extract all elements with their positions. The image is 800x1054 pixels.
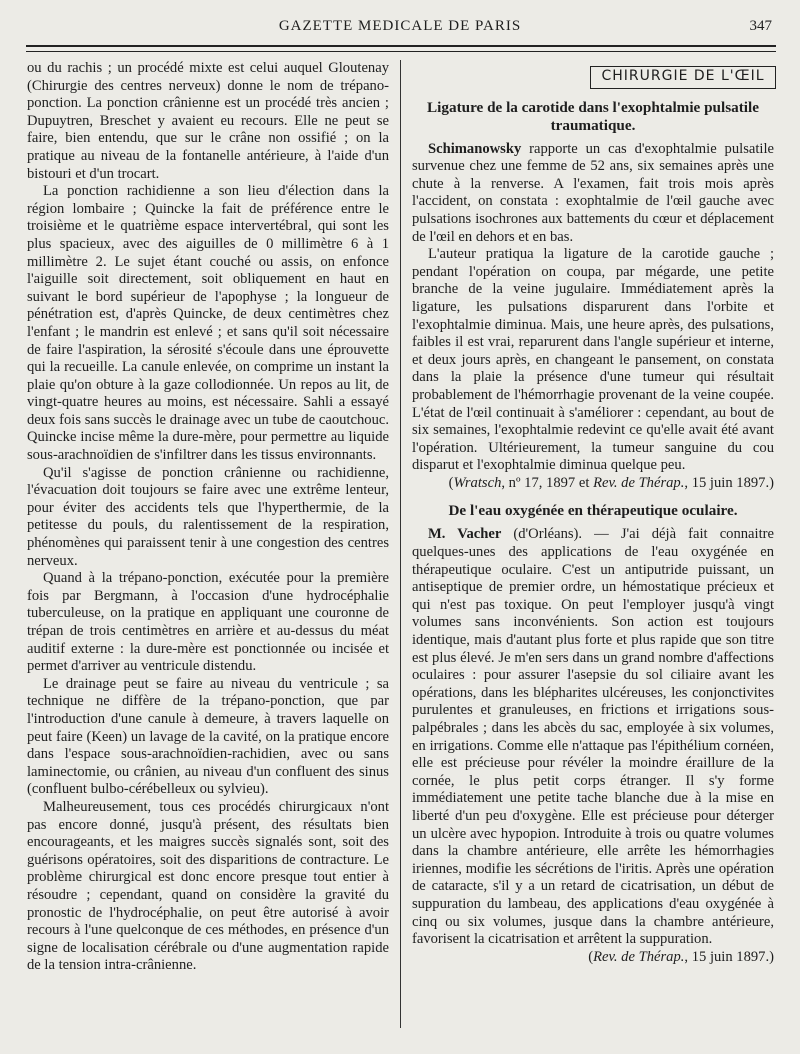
citation-date: , 15 juin 1897. [684,474,770,491]
paragraph: Malheureusement, tous ces procédés chirurgicaux n'ont pas encore donné, jusqu'à présent, des résultats bien encourageants, et les maigres succès signalés sont, soit des guérisons opératoires, soit des disparitions de contracture. Le problème chirurgical est donc encore presque tout entier à résoudre ; cependant, quand on considère la gravité du pronostic de l'hydrocéphalie, on peut être autorisé à avoir recours à l'une quelconque de ces méthodes, en présence d'un signe de localisation cérébrale ou d'une augmentation rapide de la tension intra-crânienne. [27,798,389,974]
paragraph: Qu'il s'agisse de ponction crânienne ou rachidienne, l'évacuation doit toujours se faire avec une extrême lenteur, pour éviter des accidents tels que l'hyperthermie, de la petitesse du pouls, du ralentissement de la respiration, phénomènes qui paraissent tenir à une congestion des centres nerveux. [27,464,389,569]
citation-date: , 15 juin 1897.) [684,948,774,965]
right-column [412,60,774,966]
section-heading: CHIRURGIE DE L'ŒIL [590,66,776,89]
paragraph-text: (d'Orléans). — J'ai déjà fait connaitre quelques-unes des applications de l'eau oxygénée en thérapeutique oculaire. C'est un antiputride puissant, un antiseptique de premier ordre, un hémostatique précieux et qui n'est pas toxique. On peut l'employer jusqu'à vingt volumes sans inconvénients. Son action est toujours identique, mais d'autant plus forte et plus rapide que son titre est plus élevé. Je m'en sers dans un grand nombre d'affections oculaires : pour assurer l'asepsie du sol ciliaire avant les opérations, dans les blépharites ulcéreuses, les conjonctivites purulentes et granuleuses, en frictions et irrigations sous-palpébrales ; dans les abcès du sac, employée à six volumes, en irrigations. Comme elle n'attaque pas l'épithélium cornéen, elle est précieuse pour révéler la moindre éraillure de la cornée, le plus petit corps étranger. Il s'y forme immédiatement une petite tache blanche due à la mise en liberté d'un peu d'oxygène. Elle est précieuse pour déterger un ulcère avec hypopion. Introduite à trois ou quatre volumes dans la chambre antérieure, elle arrête les hémorrhagies iriennes, modifie les sécrétions de l'iritis. Après une opération de cataracte, s'il y a un retard de cicatrisation, un début de suppuration du lambeau, des applications d'eau oxygénée à cinq ou six volumes, jusque dans la chambre antérieure, favorisent la cicatrisation et arrêtent la suppuration. [412,526,774,948]
article-author: M. Vacher [428,526,502,543]
citation-text: , nº 17, 1897 et [501,474,594,491]
paragraph: L'auteur pratiqua la ligature de la carotide gauche ; pendant l'opération on coupa, par mégarde, une petite branche de la veine jugulaire. Immédiatement après la ligature, les pulsations disparurent dans l'orbite et l'exophtalmie diminua. Mais, une heure après, des pulsations, faibles il est vrai, reparurent dans l'angle supérieur et interne, et deux jours après, en changeant le pansement, on constata dans la plaie la présence d'une tumeur qui résultait probablement de l'hémorrhagie provenant de la veine coupée. L'état de l'œil continuait à s'améliorer : cependant, au bout de six semaines, l'exophtalmie redevint ce qu'elle avait été avant l'opération. Ultérieurement, la tumeur sanguine du cou disparut et l'exophtalmie diminua quelque peu. [412,246,774,474]
paragraph: Le drainage peut se faire au niveau du ventricule ; sa technique ne diffère de la trépano-ponction, que par l'introduction d'une canule à demeure, à travers laquelle on peut faire (Keen) un lavage de la cavité, on la pratique encore dans l'espace sous-arachnoïdien-rachidien, avec ou sans laminectomie, ou crânien, au niveau d'un confluent des sinus (confluent bulbo-cérébelleux ou sylvieu). [27,675,389,798]
article-title: Ligature de la carotide dans l'exophtalmie pulsatile traumatique. [427,98,759,134]
article-title: De l'eau oxygénée en thérapeutique oculaire. [448,502,738,520]
article-author: Schimanowsky [428,140,522,157]
paragraph: La ponction rachidienne a son lieu d'élection dans la région lombaire ; Quincke la fait de préférence entre le troisième et le quatrième espace intervertébral, qui sont les plus spacieux, avec des aiguilles de 0 millimètre 6 à 1 millimètre 2. Le sujet étant couché ou assis, on enfonce l'aiguille soit directement, soit obliquement en haut en suivant le bord supérieur de l'apophyse ; la longueur de pénétration est, d'après Quincke, de deux centimètres chez l'enfant ; le mandrin est enlevé ; et sans qu'il soit nécessaire de faire l'aspiration, la sérosité s'écoule dans une éprouvette qui la recueille. La canule enlevée, on comprime un instant la plaie qu'on obture à la gaze collodionnée. Un repos au lit, de vingt-quatre heures au moins, est nécessaire. Sahli a essayé deux fois sans succès le drainage avec un tube de caoutchouc. Quincke incise même la dure-mère, pour permettre au liquide sous-arachnoïdien de s'infiltrer dans les tissus environnants. [27,183,389,464]
paragraph: Quand à la trépano-ponction, exécutée pour la première fois par Bergmann, à l'occasion d'une hydrocéphalie tuberculeuse, on la pratique en appliquant une couronne de trépan de trois centimètres en arrière et au-dessus du méat auditif externe : la dure-mère est ponctionnée ou incisée et permet d'arriver au ventricule distendu. [27,570,389,675]
citation-source: Wratsch [453,474,502,491]
citation-open: ( [588,948,594,965]
paragraph [412,526,774,948]
journal-title: GAZETTE MEDICALE DE PARIS [278,18,522,34]
column-divider [400,60,401,1028]
citation [412,949,774,967]
page-header [26,16,774,40]
paragraph [412,141,774,247]
citation-source: Rev. de Thérap. [593,474,685,491]
page-number: 347 [749,18,772,34]
left-column [27,60,389,975]
citation: (Wratsch, nº 17, 1897 et Rev. de Thérap., 15 juin 1897.) [448,474,774,491]
paragraph: ou du rachis ; un procédé mixte est celui auquel Gloutenay (Chirurgie des centres nerveux) donne le nom de trépano-ponction. La ponction crânienne est un procédé très ancien ; Dupuytren, Breschet y avaient eu recours. Elle ne peut se faire, bien entendu, que sur le crâne non ossifié ; on la pratique au niveau de la fontanelle antérieure, à l'aide d'un bistouri et d'un trocart. [27,60,389,182]
header-rule [26,45,776,52]
citation-source: Rev. de Thérap. [593,948,685,965]
paragraph-text: rapporte un cas d'exophtalmie pulsatile survenue chez une femme de 52 ans, six semaines après une chute à la renverse. A l'examen, fait trois mois après l'accident, on constata : exophtalmie de l'œil gauche avec pulsations isochrones aux battements du cœur et déplacement de l'œil en dehors et en bas. [412,140,774,245]
